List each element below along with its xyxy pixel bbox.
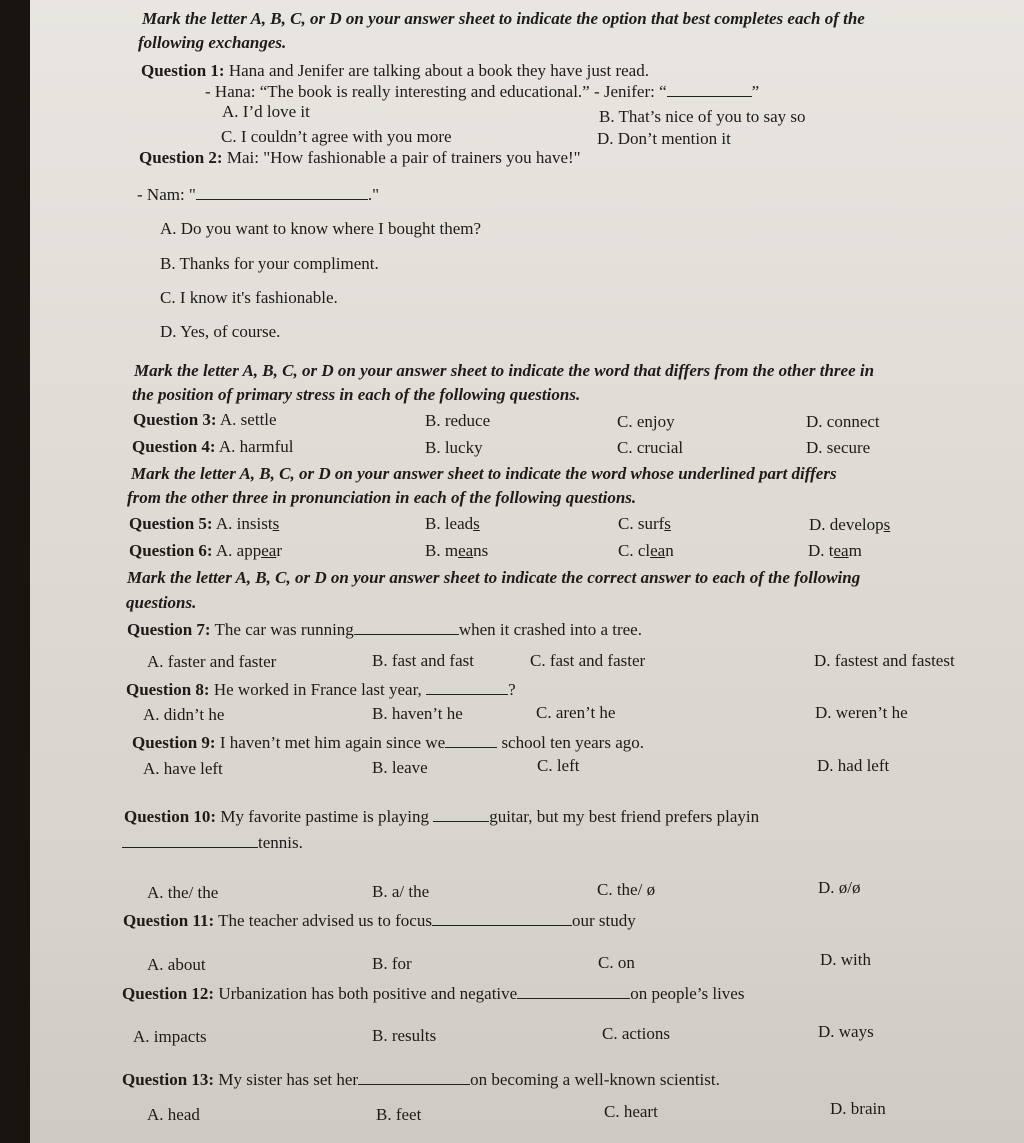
question-1 [141, 61, 649, 81]
option-b: B. results [372, 1026, 437, 1045]
option-d: D. fastest and fastest [814, 651, 955, 670]
question-text: Mai: "How fashionable a pair of trainers you have!" [226, 148, 581, 167]
option-d: D. connect [806, 412, 880, 431]
option-a: A. I’d love it [222, 102, 310, 121]
option-c: C. on [598, 953, 635, 972]
question-text-end: when it crashed into a tree. [458, 620, 642, 639]
question-text-mid: guitar, but my best friend prefers playin [489, 807, 760, 826]
option-text: C. surf [618, 514, 665, 533]
question-text: Urbanization has both positive and negative [218, 984, 518, 1003]
option-a: A. faster and faster [147, 652, 277, 671]
option-b: B. lucky [425, 438, 483, 457]
question-label: Question 5: [129, 514, 213, 533]
dialog-close: ” [751, 82, 760, 101]
instruction-3-line2: from the other three in pronunciation in each of the following questions. [127, 488, 637, 507]
question-7 [127, 620, 642, 640]
option-d: D. with [820, 950, 871, 969]
option-c: C. crucial [617, 438, 684, 457]
option-text: A. app [215, 541, 262, 560]
option-text: ns [473, 541, 489, 560]
question-label: Question 10: [124, 807, 217, 826]
option-text: B. m [425, 541, 459, 560]
question-label: Question 9: [132, 733, 216, 752]
option-c: C. left [537, 756, 580, 775]
answer-blank [433, 807, 489, 822]
option-b: B. a/ the [372, 882, 430, 901]
answer-blank [432, 911, 572, 926]
underlined-part: ea [261, 541, 277, 560]
option-text: C. cl [618, 541, 651, 560]
option-b: B. feet [376, 1105, 422, 1124]
option-a: A. impacts [133, 1027, 207, 1046]
question-text-end: tennis. [258, 833, 303, 852]
underlined-part: s [883, 515, 891, 534]
option-text: A. insist [215, 514, 273, 533]
question-text: I haven’t met him again since we [219, 733, 446, 752]
question-10-continued [122, 833, 303, 853]
option-d: D. Yes, of course. [160, 322, 281, 341]
question-9 [132, 733, 644, 753]
option-text: r [276, 541, 282, 560]
question-2 [139, 148, 581, 168]
option-a: A. the/ the [147, 883, 219, 902]
option-d [809, 515, 890, 535]
option-b [425, 541, 488, 561]
question-text-end: ? [508, 680, 516, 699]
question-label: Question 7: [127, 620, 211, 639]
option-b [425, 514, 480, 534]
question-label: Question 1: [141, 61, 225, 80]
option-text: B. lead [425, 514, 474, 533]
question-label: Question 8: [126, 680, 210, 699]
question-12 [122, 984, 744, 1004]
option-d [808, 541, 862, 561]
option-b: B. Thanks for your compliment. [160, 254, 379, 273]
dialog-text: - Hana: “The book is really interesting and educational.” - Jenifer: “ [205, 82, 667, 101]
option-d: D. weren’t he [815, 703, 908, 722]
option-d: D. Don’t mention it [597, 129, 731, 148]
question-6 [129, 541, 282, 561]
question-text: The car was running [214, 620, 354, 639]
option-text: m [848, 541, 862, 560]
question-label: Question 11: [123, 911, 215, 930]
option-d: D. had left [817, 756, 890, 775]
underlined-part: ea [458, 541, 474, 560]
instruction-2-line1: Mark the letter A, B, C, or D on your answer sheet to indicate the word that differs from the other three in [134, 361, 875, 380]
question-11 [123, 911, 636, 931]
option-c [618, 514, 671, 534]
question-label: Question 6: [129, 541, 213, 560]
answer-blank [354, 620, 459, 635]
question-text-end: school ten years ago. [501, 733, 645, 752]
dialog-text: - Nam: " [137, 185, 196, 204]
instruction-1-line2: following exchanges. [138, 33, 287, 52]
option-text: D. develop [809, 515, 884, 534]
question-label: Question 13: [122, 1070, 215, 1089]
answer-blank [122, 833, 258, 848]
answer-blank [667, 82, 752, 97]
option-a: A. head [147, 1105, 200, 1124]
option-b: B. That’s nice of you to say so [599, 107, 806, 126]
underlined-part: ea [833, 541, 849, 560]
option-b: B. for [372, 954, 412, 973]
option-d: D. ø/ø [818, 878, 861, 897]
question-4 [132, 437, 294, 457]
underlined-part: ea [650, 541, 666, 560]
question-text: Hana and Jenifer are talking about a book they have just read. [228, 61, 649, 80]
question-label: Question 4: [132, 437, 216, 456]
answer-blank [196, 185, 368, 200]
question-label: Question 3: [133, 410, 217, 429]
question-5 [129, 514, 279, 534]
option-a: A. harmful [218, 437, 294, 456]
answer-blank [426, 680, 508, 695]
option-text: n [665, 541, 674, 560]
question-text-end: our study [571, 911, 636, 930]
option-a: A. settle [219, 410, 277, 429]
answer-blank [358, 1070, 470, 1085]
option-d: D. brain [830, 1099, 886, 1118]
question-text-end: on people’s lives [630, 984, 745, 1003]
option-a: A. have left [143, 759, 223, 778]
underlined-part: s [272, 514, 280, 533]
question-2-dialog [137, 185, 379, 205]
underlined-part: s [473, 514, 480, 533]
option-c: C. I know it's fashionable. [160, 288, 338, 307]
option-a: A. didn’t he [143, 705, 225, 724]
instruction-4-line1: Mark the letter A, B, C, or D on your answer sheet to indicate the correct answer to each of the following [127, 568, 861, 587]
question-text-end: on becoming a well-known scientist. [470, 1070, 720, 1089]
option-c: C. the/ ø [597, 880, 656, 899]
question-13 [122, 1070, 720, 1090]
option-c: C. fast and faster [530, 651, 646, 670]
instruction-2-line2: the position of primary stress in each of the following questions. [132, 385, 581, 404]
option-a [216, 541, 282, 560]
instruction-3-line1: Mark the letter A, B, C, or D on your answer sheet to indicate the word whose underlined part differs [131, 464, 837, 483]
option-text: D. t [808, 541, 834, 560]
option-b: B. reduce [425, 411, 491, 430]
instruction-4-line2: questions. [126, 593, 197, 612]
answer-blank [445, 733, 497, 748]
question-text: He worked in France last year, [213, 680, 422, 699]
underlined-part: s [664, 514, 671, 533]
option-b: B. haven’t he [372, 704, 463, 723]
question-3 [133, 410, 277, 430]
option-c: C. I couldn’t agree with you more [221, 127, 452, 146]
question-1-dialog [205, 82, 759, 102]
question-text: The teacher advised us to focus [218, 911, 432, 930]
dialog-close: ." [367, 185, 380, 204]
question-text: My sister has set her [218, 1070, 359, 1089]
question-8 [126, 680, 516, 700]
option-c [618, 541, 674, 561]
instruction-1-line1: Mark the letter A, B, C, or D on your answer sheet to indicate the option that best completes each of the [142, 9, 865, 28]
option-c: C. actions [602, 1024, 670, 1043]
option-d: D. secure [806, 438, 871, 457]
option-c: C. aren’t he [536, 703, 616, 722]
question-10 [124, 807, 759, 827]
question-label: Question 2: [139, 148, 223, 167]
option-b: B. leave [372, 758, 428, 777]
option-a [216, 514, 279, 533]
option-a: A. about [147, 955, 206, 974]
option-d: D. ways [818, 1022, 874, 1041]
option-c: C. enjoy [617, 412, 675, 431]
option-c: C. heart [604, 1102, 658, 1121]
question-text: My favorite pastime is playing [220, 807, 430, 826]
answer-blank [517, 984, 630, 999]
option-a: A. Do you want to know where I bought them? [160, 219, 482, 238]
option-b: B. fast and fast [372, 651, 474, 670]
question-label: Question 12: [122, 984, 215, 1003]
